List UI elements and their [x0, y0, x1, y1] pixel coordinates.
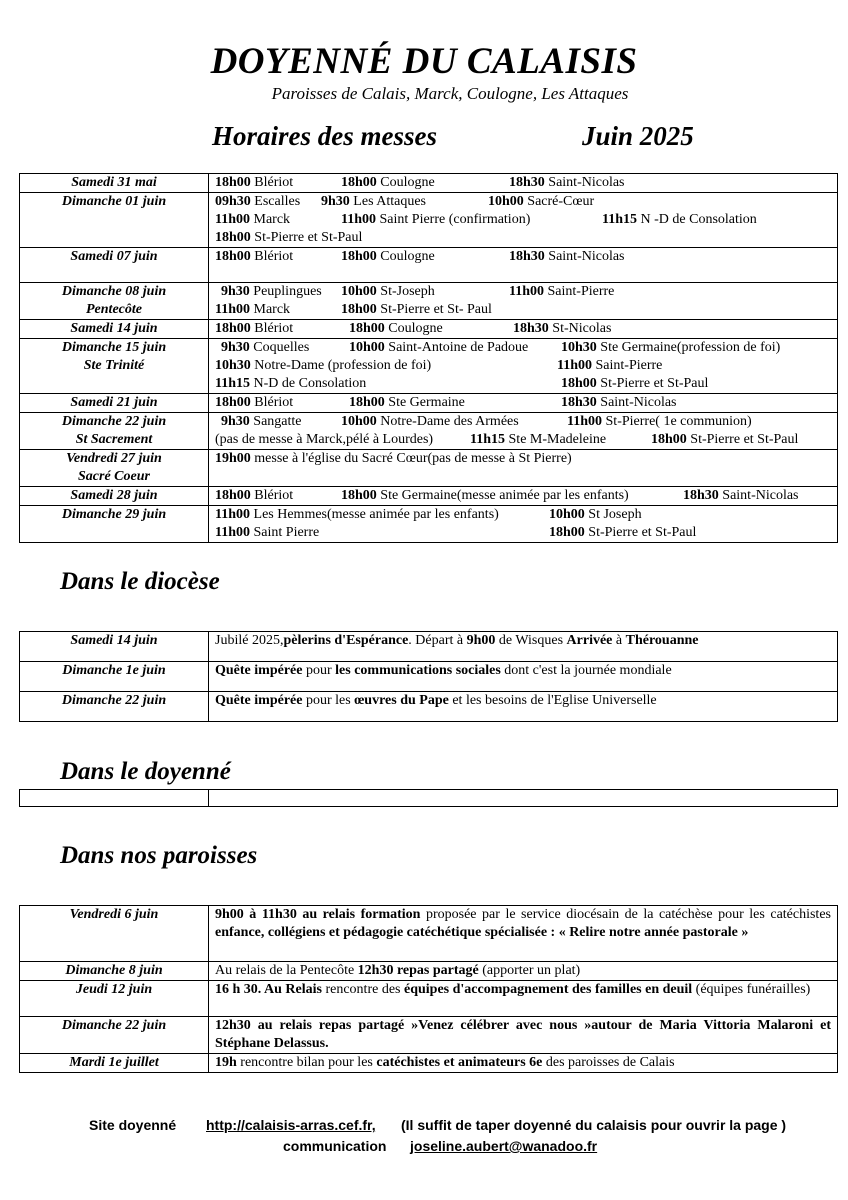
mass-time: 18h00 [215, 321, 251, 336]
paroisse-row [20, 1054, 838, 1073]
mass-line [215, 487, 831, 505]
mass-place: Escalles [254, 194, 301, 209]
mass-place: St-Joseph [380, 284, 435, 299]
mass-entry [215, 450, 572, 468]
paroisse-text-cell [209, 1017, 838, 1054]
mass-place: Blériot [254, 175, 294, 190]
mass-times-cell [209, 487, 838, 506]
mass-line [215, 506, 831, 524]
diocese-text-cell [209, 692, 838, 722]
paroisse-row [20, 906, 838, 962]
diocese-text: Arrivée [566, 633, 613, 648]
paroisse-text-cell [209, 962, 838, 981]
mass-place: N-D de Consolation [253, 376, 367, 391]
mass-place: Les Attaques [353, 194, 427, 209]
mass-entry [549, 524, 696, 542]
page-subtitle: Paroisses de Calais, Marck, Coulogne, Les Attaques [271, 84, 629, 103]
mass-time: 11h15 [470, 432, 506, 447]
mass-day-label: Dimanche 29 juin [61, 507, 167, 522]
mass-day-cell [20, 283, 209, 320]
mass-place: N -D de Consolation [640, 212, 757, 227]
mass-entry [557, 357, 662, 375]
mass-time: 11h00 [341, 212, 377, 227]
mass-row [20, 320, 838, 339]
mass-day-label: Samedi 07 juin [70, 249, 158, 264]
mass-place: Saint Pierre [253, 525, 320, 540]
mass-day-label: Dimanche 08 juin [61, 284, 167, 299]
diocese-text: Quête impérée [215, 663, 303, 678]
paroisse-text: rencontre des [321, 982, 404, 997]
mass-place: Saint-Nicolas [548, 175, 625, 190]
mass-place: Marck [253, 302, 291, 317]
mass-time: 10h30 [215, 358, 251, 373]
mass-time: 18h30 [509, 175, 545, 190]
mass-time: 10h00 [341, 284, 377, 299]
mass-time: 9h30 [221, 284, 250, 299]
mass-feast-label: Pentecôte [86, 302, 142, 317]
footer-comm-label: communication [283, 1138, 387, 1154]
mass-entry [349, 394, 465, 412]
mass-times-cell [209, 394, 838, 413]
mass-time: 9h30 [221, 414, 250, 429]
paroisse-text: 9h00 à 11h30 au relais formation [215, 907, 421, 922]
mass-feast-label: St Sacrement [75, 432, 153, 447]
paroisse-text: Au relais de la Pentecôte [215, 963, 358, 978]
diocese-text: œuvres du Pape [354, 693, 449, 708]
mass-entry [683, 487, 799, 505]
mass-entry [215, 174, 293, 192]
mass-row [20, 487, 838, 506]
mass-line [215, 174, 831, 192]
mass-row [20, 248, 838, 283]
mass-day-cell [20, 450, 209, 487]
mass-entry [215, 229, 362, 247]
mass-times-cell [209, 450, 838, 487]
paroisse-row [20, 981, 838, 1017]
mass-line [215, 375, 831, 393]
mass-place: St-Pierre et St-Paul [588, 525, 697, 540]
diocese-text: pour [302, 663, 336, 678]
paroisse-text-cell [209, 1054, 838, 1073]
paroisse-text: 12h30 au relais repas partagé »Venez célébrer avec nous »autour de Maria Vittoria Malaroni et Stéphane Delassus. [215, 1018, 831, 1051]
mass-entry [341, 174, 435, 192]
mass-place: St-Pierre et St-Paul [254, 230, 363, 245]
mass-entry [221, 339, 309, 357]
mass-line [215, 394, 831, 412]
mass-day-label: Dimanche 01 juin [61, 194, 167, 209]
mass-place: messe à l'église du Sacré Cœur(pas de messe à St Pierre) [254, 451, 572, 466]
mass-entry [321, 193, 426, 211]
mass-time: 18h00 [651, 432, 687, 447]
empty-content-cell [209, 790, 838, 807]
mass-row [20, 506, 838, 543]
mass-line [215, 357, 831, 375]
paroisse-text: 16 h 30. Au Relais [215, 982, 322, 997]
mass-place: St-Nicolas [552, 321, 612, 336]
mass-line [215, 283, 831, 301]
empty-row [20, 790, 838, 807]
mass-row [20, 193, 838, 248]
paroisse-text: des paroisses de Calais [542, 1055, 675, 1070]
mass-day-cell [20, 487, 209, 506]
mass-place: Coulogne [388, 321, 443, 336]
diocese-text: les communications sociales [335, 663, 501, 678]
mass-place: St-Pierre et St-Paul [690, 432, 799, 447]
mass-place: Saint-Antoine de Padoue [388, 340, 529, 355]
mass-times-cell [209, 506, 838, 543]
mass-time: 18h00 [349, 395, 385, 410]
doyenne-table [19, 789, 838, 807]
diocese-text: et les besoins de l'Eglise Universelle [448, 693, 657, 708]
diocese-text: Thérouanne [625, 633, 699, 648]
mass-day-label: Vendredi 27 juin [66, 451, 162, 466]
diocese-text: pèlerins d'Espérance [283, 633, 409, 648]
mass-time: 11h00 [567, 414, 603, 429]
mass-place: Blériot [254, 249, 294, 264]
mass-time: 18h00 [341, 175, 377, 190]
paroisse-text: rencontre bilan pour les [236, 1055, 377, 1070]
diocese-row [20, 692, 838, 722]
mass-day-label: Dimanche 15 juin [61, 340, 167, 355]
mass-day-cell [20, 394, 209, 413]
mass-entry [215, 320, 293, 338]
mass-time: 18h00 [561, 376, 597, 391]
mass-entry [509, 283, 614, 301]
diocese-text: Quête impérée [215, 693, 303, 708]
paroisse-text-cell [209, 906, 838, 962]
mass-time: 19h00 [215, 451, 251, 466]
mass-entry [215, 506, 499, 524]
mass-day-label: Samedi 31 mai [71, 175, 157, 190]
paroisse-text: (apporter un plat) [478, 963, 581, 978]
paroisse-day-cell: Dimanche 22 juin [20, 1017, 209, 1054]
paroisse-day-cell: Mardi 1e juillet [20, 1054, 209, 1073]
mass-place: Coulogne [380, 175, 435, 190]
mass-place: (pas de messe à Marck,pélé à Lourdes) [215, 432, 434, 447]
footer-site-link[interactable]: http://calaisis-arras.cef.fr, [206, 1117, 376, 1133]
diocese-text: pour les [302, 693, 355, 708]
mass-entry [561, 394, 677, 412]
mass-place: Blériot [254, 395, 294, 410]
mass-times-cell [209, 339, 838, 394]
mass-line [215, 248, 831, 266]
mass-entry [341, 487, 629, 505]
mass-day-cell [20, 174, 209, 193]
mass-time: 18h00 [215, 488, 251, 503]
mass-time: 11h00 [215, 302, 251, 317]
empty-day-cell [20, 790, 209, 807]
mass-place: Ste Germaine [388, 395, 465, 410]
diocese-day-cell: Dimanche 22 juin [20, 692, 209, 722]
diocese-text: dont c'est la journée mondiale [500, 663, 672, 678]
mass-entry [215, 375, 366, 393]
mass-entry [488, 193, 594, 211]
mass-times-cell [209, 193, 838, 248]
mass-entry [509, 248, 625, 266]
mass-place: Saint-Nicolas [722, 488, 799, 503]
diocese-day-cell: Samedi 14 juin [20, 632, 209, 662]
mass-entry [549, 506, 642, 524]
mass-row [20, 413, 838, 450]
mass-place: Saint Pierre (confirmation) [379, 212, 531, 227]
mass-time: 9h30 [321, 194, 350, 209]
diocese-text: . Départ à [408, 633, 467, 648]
mass-entry [341, 301, 492, 319]
mass-place: Ste M-Madeleine [508, 432, 607, 447]
mass-time: 11h00 [215, 525, 251, 540]
section-title-doyenne: Dans le doyenné [60, 758, 231, 785]
diocese-text: de Wisques [495, 633, 567, 648]
footer-site-note: (Il suffit de taper doyenné du calaisis pour ouvrir la page ) [401, 1117, 787, 1133]
section-title-diocese: Dans le diocèse [60, 568, 220, 595]
mass-time: 11h00 [215, 507, 251, 522]
paroisse-text: proposée par le service diocésain de la catéchèse pour les catéchistes [420, 907, 831, 922]
mass-times-cell [209, 174, 838, 193]
mass-entry [215, 248, 293, 266]
paroisse-text: 19h [215, 1055, 237, 1070]
mass-entry [341, 211, 530, 229]
mass-entry [215, 524, 319, 542]
mass-row [20, 283, 838, 320]
diocese-day-cell: Dimanche 1e juin [20, 662, 209, 692]
mass-entry [221, 283, 322, 301]
mass-entry [221, 413, 302, 431]
mass-time: 18h00 [349, 321, 385, 336]
diocese-text-cell [209, 662, 838, 692]
diocese-table [19, 631, 838, 722]
mass-entry [651, 431, 798, 449]
mass-place: Saint-Pierre [595, 358, 663, 373]
mass-place: Blériot [254, 321, 294, 336]
mass-place: Les Hemmes(messe animée par les enfants) [253, 507, 499, 522]
mass-place: Saint-Nicolas [600, 395, 677, 410]
mass-entry [215, 394, 293, 412]
mass-entry [215, 211, 290, 229]
mass-entry [567, 413, 752, 431]
paroisse-text: 12h30 repas partagé [357, 963, 479, 978]
paroisse-text: équipes d'accompagnement des familles en deuil [404, 982, 693, 997]
mass-line [215, 413, 831, 431]
mass-time: 18h30 [561, 395, 597, 410]
paroisse-row [20, 962, 838, 981]
page-title: DOYENNÉ DU CALAISIS [210, 41, 638, 82]
diocese-text-cell [209, 632, 838, 662]
paroisse-row [20, 1017, 838, 1054]
diocese-text: à [612, 633, 626, 648]
mass-entry [215, 431, 433, 449]
mass-time: 9h30 [221, 340, 250, 355]
mass-entry [215, 487, 293, 505]
mass-time: 11h15 [215, 376, 251, 391]
mass-time: 11h00 [557, 358, 593, 373]
mass-place: Saint-Pierre [547, 284, 615, 299]
mass-entry [341, 413, 519, 431]
paroisse-text: catéchistes et animateurs 6e [376, 1055, 543, 1070]
paroisse-day-cell: Vendredi 6 juin [20, 906, 209, 962]
paroisse-day-cell: Jeudi 12 juin [20, 981, 209, 1017]
mass-time: 18h00 [215, 175, 251, 190]
mass-day-cell [20, 248, 209, 283]
mass-line [215, 524, 831, 542]
mass-day-cell [20, 193, 209, 248]
mass-day-label: Dimanche 22 juin [61, 414, 167, 429]
mass-time: 10h30 [561, 340, 597, 355]
mass-place: Ste Germaine(messe animée par les enfants) [380, 488, 629, 503]
mass-place: Peuplingues [253, 284, 322, 299]
mass-time: 18h00 [341, 302, 377, 317]
mass-time: 18h00 [341, 488, 377, 503]
mass-line [215, 229, 831, 247]
mass-time: 10h00 [549, 507, 585, 522]
mass-times-cell [209, 413, 838, 450]
mass-time: 11h00 [509, 284, 545, 299]
paroisse-text: enfance, collégiens et pédagogie catéchétique spécialisée : « Relire notre année pastorale » [215, 925, 749, 940]
mass-row [20, 174, 838, 193]
mass-times-cell [209, 248, 838, 283]
mass-time: 10h00 [349, 340, 385, 355]
mass-time: 18h00 [215, 230, 251, 245]
mass-entry [509, 174, 625, 192]
mass-time: 18h30 [683, 488, 719, 503]
mass-place: Marck [253, 212, 291, 227]
mass-row [20, 450, 838, 487]
mass-line [215, 320, 831, 338]
mass-line [215, 193, 831, 211]
mass-feast-label: Ste Trinité [83, 358, 145, 373]
mass-day-cell [20, 506, 209, 543]
mass-time: 18h00 [215, 395, 251, 410]
mass-entry [513, 320, 611, 338]
diocese-text: Jubilé 2025, [215, 633, 284, 648]
mass-line [215, 339, 831, 357]
mass-line [215, 450, 831, 468]
mass-row [20, 339, 838, 394]
section-title-paroisses: Dans nos paroisses [60, 842, 258, 869]
mass-day-label: Samedi 28 juin [70, 488, 158, 503]
mass-entry [561, 339, 780, 357]
mass-feast-label: Sacré Coeur [78, 469, 150, 484]
mass-time: 18h00 [341, 249, 377, 264]
diocese-row [20, 662, 838, 692]
mass-entry [215, 301, 290, 319]
footer-site-label: Site doyenné [89, 1117, 177, 1133]
mass-times-cell [209, 320, 838, 339]
mass-time: 18h30 [509, 249, 545, 264]
mass-entry [561, 375, 708, 393]
mass-place: Ste Germaine(profession de foi) [600, 340, 781, 355]
mass-time: 11h15 [602, 212, 638, 227]
mass-place: Notre-Dame des Armées [380, 414, 519, 429]
mass-place: Coulogne [380, 249, 435, 264]
mass-line [215, 301, 831, 319]
mass-entry [215, 193, 300, 211]
mass-time: 18h00 [549, 525, 585, 540]
schedule-title: Horaires des messes [212, 121, 437, 151]
mass-entry [602, 211, 757, 229]
mass-place: Saint-Nicolas [548, 249, 625, 264]
paroisse-day-cell: Dimanche 8 juin [20, 962, 209, 981]
mass-day-cell [20, 413, 209, 450]
mass-day-label: Samedi 21 juin [70, 395, 158, 410]
mass-time: 18h30 [513, 321, 549, 336]
mass-place: Blériot [254, 488, 294, 503]
mass-place: St-Pierre et St-Paul [600, 376, 709, 391]
mass-entry [341, 283, 435, 301]
mass-place: Sangatte [253, 414, 302, 429]
mass-place: Coquelles [253, 340, 310, 355]
mass-entry [470, 431, 606, 449]
diocese-text: 9h00 [466, 633, 496, 648]
mass-schedule-table [19, 173, 838, 543]
mass-entry [341, 248, 435, 266]
mass-entry [349, 339, 528, 357]
mass-place: Notre-Dame (profession de foi) [254, 358, 432, 373]
mass-place: St-Pierre( 1e communion) [605, 414, 752, 429]
mass-line [215, 211, 831, 229]
mass-day-label: Samedi 14 juin [70, 321, 158, 336]
mass-times-cell [209, 283, 838, 320]
mass-time: 11h00 [215, 212, 251, 227]
mass-place: St Joseph [588, 507, 642, 522]
mass-day-cell [20, 339, 209, 394]
mass-entry [215, 357, 431, 375]
schedule-month: Juin 2025 [582, 121, 694, 151]
paroisse-text-cell [209, 981, 838, 1017]
mass-time: 09h30 [215, 194, 251, 209]
footer-comm-email[interactable]: joseline.aubert@wanadoo.fr [410, 1138, 598, 1154]
mass-day-cell [20, 320, 209, 339]
mass-time: 10h00 [341, 414, 377, 429]
diocese-row [20, 632, 838, 662]
mass-time: 18h00 [215, 249, 251, 264]
mass-entry [349, 320, 443, 338]
paroisse-text: (équipes funérailles) [692, 982, 811, 997]
mass-time: 10h00 [488, 194, 524, 209]
paroisses-table [19, 905, 838, 1073]
mass-line [215, 431, 831, 449]
mass-row [20, 394, 838, 413]
mass-place: St-Pierre et St- Paul [380, 302, 492, 317]
mass-place: Sacré-Cœur [527, 194, 595, 209]
